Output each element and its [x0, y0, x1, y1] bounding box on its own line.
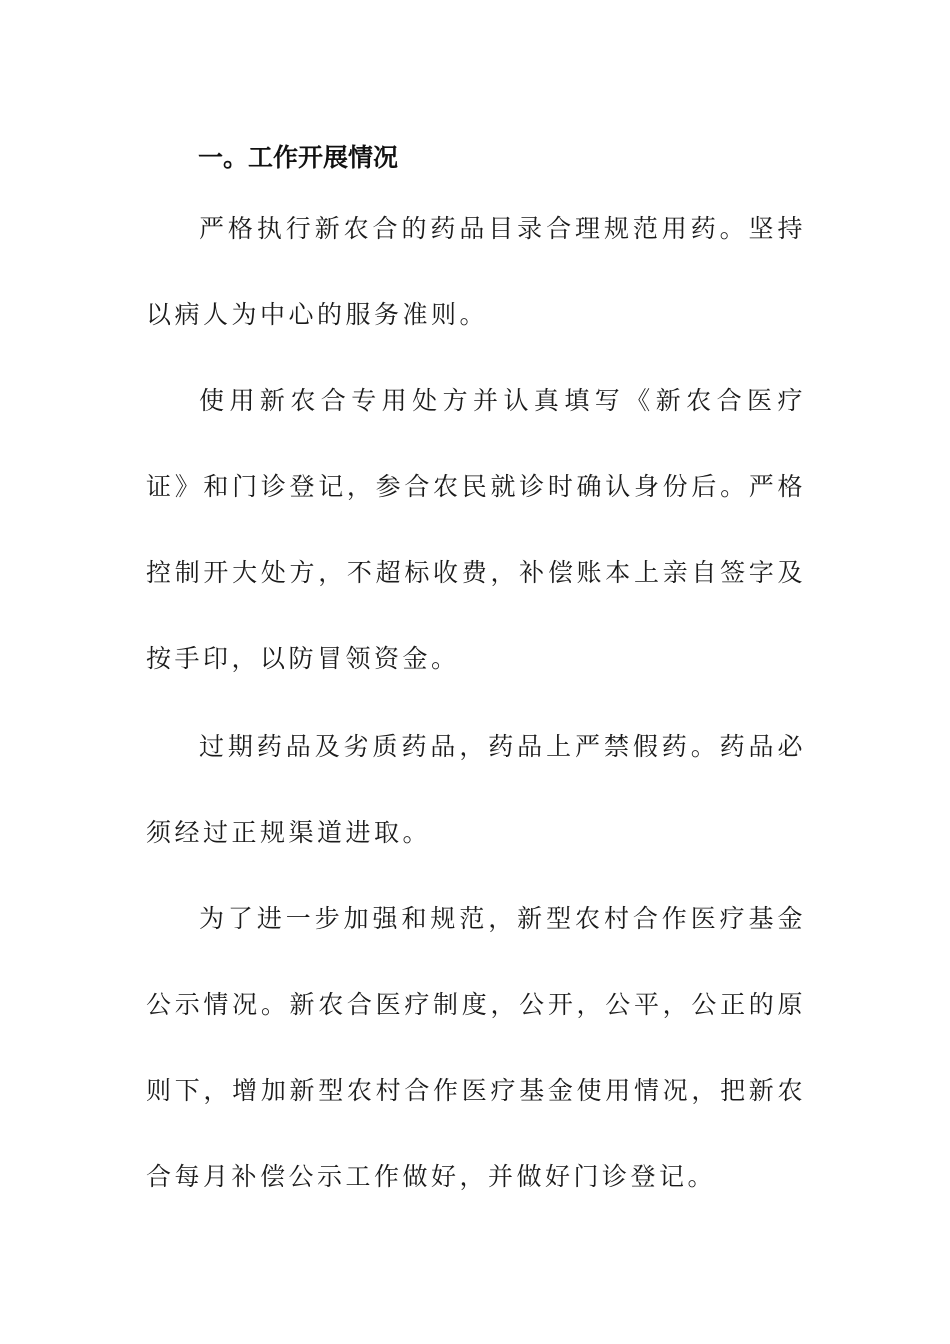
paragraph-4: 为了进一步加强和规范，新型农村合作医疗基金公示情况。新农合医疗制度，公开，公平，公正的原则下，增加新型农村合作医疗基金使用情况，把新农合每月补偿公示工作做好，并做好门诊登记。	[146, 904, 806, 1191]
paragraph-2: 使用新农合专用处方并认真填写《新农合医疗证》和门诊登记，参合农民就诊时确认身份后。严格控制开大处方，不超标收费，补偿账本上亲自签字及按手印，以防冒领资金。	[146, 386, 806, 673]
section-heading: 一。工作开展情况	[198, 143, 399, 172]
paragraph-1: 严格执行新农合的药品目录合理规范用药。坚持以病人为中心的服务准则。	[146, 214, 806, 329]
paragraph-3: 过期药品及劣质药品，药品上严禁假药。药品必须经过正规渠道进取。	[146, 732, 806, 847]
